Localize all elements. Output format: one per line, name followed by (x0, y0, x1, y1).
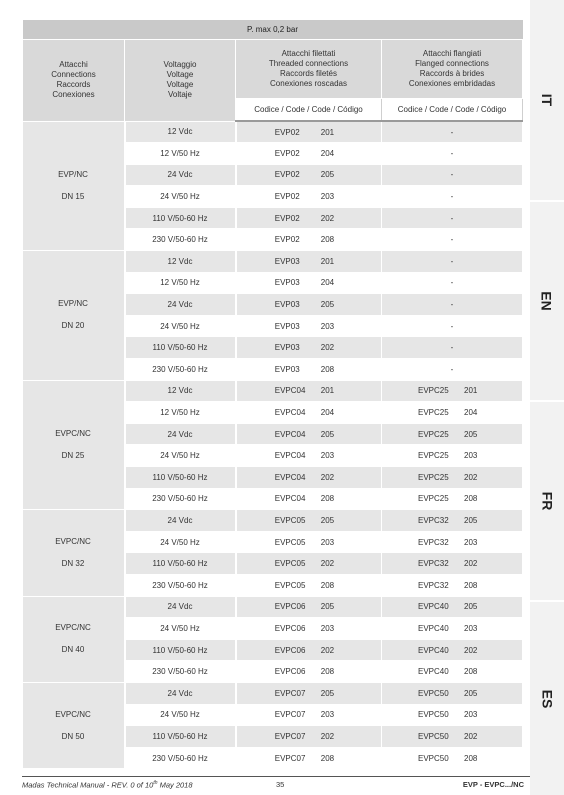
language-label-it: IT (538, 93, 555, 107)
flanged-code-suffix: 205 (464, 429, 478, 439)
table-body (23, 121, 523, 769)
flanged-code: EVPC50 (418, 753, 449, 763)
model-cell (23, 121, 125, 251)
model-cell (23, 251, 125, 381)
footer-manual-info: Madas Technical Manual - REV. 0 of 10th May 2018 (22, 780, 193, 790)
flanged-code: EVPC50 (418, 731, 449, 741)
code-header-threaded: Codice / Code / Code / Código (236, 98, 382, 121)
model-name: EVPC/NC (55, 623, 91, 633)
threaded-code-suffix: 205 (320, 688, 335, 698)
threaded-code-cell (236, 272, 382, 294)
threaded-code-cell (236, 402, 382, 424)
language-tab-fr (530, 402, 564, 600)
threaded-code-cell (236, 143, 382, 165)
footer-divider (22, 776, 530, 777)
flanged-code-cell (382, 488, 523, 510)
voltage-cell: 24 V/50 Hz (125, 618, 236, 640)
flanged-code-cell (382, 164, 523, 186)
voltage-cell: 12 V/50 Hz (125, 402, 236, 424)
threaded-code-suffix: 203 (320, 623, 335, 633)
flanged-code: EVPC32 (418, 515, 449, 525)
voltage-cell: 230 V/50-60 Hz (125, 488, 236, 510)
model-cell (23, 596, 125, 682)
voltage-cell: 24 V/50 Hz (125, 315, 236, 337)
nominal-diameter: DN 20 (61, 321, 85, 331)
voltage-cell: 12 V/50 Hz (125, 272, 236, 294)
threaded-code-cell (236, 574, 382, 596)
threaded-code-cell (236, 726, 382, 748)
threaded-code: EVP02 (274, 170, 300, 180)
threaded-code-suffix: 202 (320, 645, 335, 655)
flanged-code-cell (382, 294, 523, 316)
threaded-code: EVPC04 (274, 386, 306, 396)
flanged-code-suffix: 208 (464, 753, 478, 763)
flanged-code: EVPC32 (418, 559, 449, 569)
threaded-code: EVPC04 (274, 408, 306, 418)
table-row (23, 596, 523, 618)
threaded-code: EVPC05 (274, 537, 306, 547)
flanged-code-cell (382, 618, 523, 640)
threaded-code-suffix: 201 (320, 127, 335, 137)
flanged-not-available: - (450, 213, 454, 223)
threaded-code: EVP03 (274, 364, 300, 374)
threaded-code-cell (236, 467, 382, 489)
header-threaded: Attacchi filettati Threaded connections Raccords filetés Conexiones roscadas (236, 39, 382, 98)
threaded-code: EVPC04 (274, 451, 306, 461)
threaded-code-cell (236, 618, 382, 640)
flanged-code-cell (382, 553, 523, 575)
product-code-table (22, 20, 523, 769)
threaded-code-suffix: 203 (320, 321, 335, 331)
nominal-diameter: DN 50 (61, 731, 85, 741)
threaded-code: EVPC06 (274, 645, 306, 655)
voltage-cell: 230 V/50-60 Hz (125, 661, 236, 683)
flanged-code-suffix: 203 (464, 623, 478, 633)
flanged-code-suffix: 202 (464, 472, 478, 482)
threaded-code-suffix: 202 (320, 472, 335, 482)
flanged-code-cell (382, 596, 523, 618)
threaded-code-suffix: 205 (320, 515, 335, 525)
voltage-cell: 24 V/50 Hz (125, 445, 236, 467)
threaded-code: EVP02 (274, 213, 300, 223)
threaded-code: EVP02 (274, 192, 300, 202)
flanged-not-available: - (450, 256, 454, 266)
threaded-code-suffix: 201 (320, 386, 335, 396)
threaded-code-cell (236, 251, 382, 273)
flanged-code: EVPC40 (418, 645, 449, 655)
threaded-code-suffix: 208 (320, 580, 335, 590)
voltage-cell: 110 V/50-60 Hz (125, 639, 236, 661)
flanged-code-suffix: 204 (464, 408, 478, 418)
voltage-cell: 24 Vdc (125, 294, 236, 316)
flanged-code-cell (382, 143, 523, 165)
threaded-code: EVP03 (274, 256, 300, 266)
threaded-code-suffix: 202 (320, 731, 335, 741)
flanged-code-cell (382, 639, 523, 661)
flanged-code-suffix: 203 (464, 710, 478, 720)
flanged-code-suffix: 201 (464, 386, 478, 396)
flanged-code: EVPC40 (418, 602, 449, 612)
voltage-cell: 24 V/50 Hz (125, 531, 236, 553)
flanged-code-cell (382, 682, 523, 704)
language-sidebar (530, 0, 564, 795)
flanged-code: EVPC25 (418, 451, 449, 461)
threaded-code: EVPC04 (274, 472, 306, 482)
flanged-code-suffix: 205 (464, 515, 478, 525)
threaded-code-suffix: 202 (320, 213, 335, 223)
threaded-code-suffix: 203 (320, 192, 335, 202)
flanged-code-cell (382, 510, 523, 532)
model-name: EVPC/NC (55, 428, 91, 438)
flanged-code-cell (382, 467, 523, 489)
flanged-not-available: - (450, 127, 454, 137)
flanged-code-cell (382, 207, 523, 229)
flanged-code-suffix: 205 (464, 602, 478, 612)
threaded-code-cell (236, 359, 382, 381)
flanged-code: EVPC25 (418, 386, 449, 396)
threaded-code-suffix: 202 (320, 343, 335, 353)
flanged-code-cell (382, 531, 523, 553)
flanged-code-cell (382, 315, 523, 337)
threaded-code: EVPC07 (274, 731, 306, 741)
threaded-code-suffix: 204 (320, 148, 335, 158)
threaded-code-cell (236, 661, 382, 683)
threaded-code-suffix: 208 (320, 235, 335, 245)
threaded-code-cell (236, 229, 382, 251)
model-name: EVPC/NC (55, 709, 91, 719)
voltage-cell: 12 V/50 Hz (125, 143, 236, 165)
threaded-code: EVPC04 (274, 494, 306, 504)
threaded-code: EVP03 (274, 278, 300, 288)
threaded-code-cell (236, 207, 382, 229)
flanged-not-available: - (450, 192, 454, 202)
threaded-code-suffix: 202 (320, 559, 335, 569)
threaded-code-cell (236, 531, 382, 553)
threaded-code: EVPC07 (274, 688, 306, 698)
flanged-code-cell (382, 186, 523, 208)
flanged-code-cell (382, 704, 523, 726)
flanged-code-cell (382, 402, 523, 424)
threaded-code-suffix: 208 (320, 494, 335, 504)
table-row (23, 380, 523, 402)
flanged-code-cell (382, 661, 523, 683)
voltage-cell: 24 Vdc (125, 682, 236, 704)
flanged-code-cell (382, 747, 523, 769)
threaded-code: EVP03 (274, 321, 300, 331)
voltage-cell: 24 Vdc (125, 510, 236, 532)
threaded-code-suffix: 203 (320, 451, 335, 461)
threaded-code: EVP03 (274, 343, 300, 353)
voltage-cell: 230 V/50-60 Hz (125, 574, 236, 596)
flanged-code-cell (382, 574, 523, 596)
threaded-code-cell (236, 164, 382, 186)
voltage-cell: 110 V/50-60 Hz (125, 207, 236, 229)
flanged-code: EVPC32 (418, 580, 449, 590)
footer-product-name: EVP - EVPC.../NC (462, 780, 524, 789)
language-tab-it (530, 0, 564, 200)
table-row (23, 510, 523, 532)
threaded-code-suffix: 201 (320, 256, 335, 266)
model-name: EVP/NC (58, 169, 88, 179)
flanged-code-cell (382, 380, 523, 402)
nominal-diameter: DN 40 (61, 645, 85, 655)
flanged-code-suffix: 208 (464, 494, 478, 504)
flanged-not-available: - (450, 170, 454, 180)
threaded-code-cell (236, 747, 382, 769)
voltage-cell: 110 V/50-60 Hz (125, 726, 236, 748)
flanged-code: EVPC25 (418, 408, 449, 418)
header-attacchi: Attacchi Connections Raccords Conexiones (23, 39, 125, 121)
flanged-code: EVPC25 (418, 472, 449, 482)
voltage-cell: 110 V/50-60 Hz (125, 553, 236, 575)
threaded-code-cell (236, 186, 382, 208)
voltage-cell: 24 V/50 Hz (125, 704, 236, 726)
language-tab-es (530, 602, 564, 795)
code-header-flanged: Codice / Code / Code / Código (382, 98, 523, 121)
table-row (23, 251, 523, 273)
flanged-code: EVPC25 (418, 494, 449, 504)
threaded-code-cell (236, 639, 382, 661)
flanged-code-suffix: 202 (464, 645, 478, 655)
threaded-code-cell (236, 337, 382, 359)
threaded-code-cell (236, 553, 382, 575)
threaded-code: EVPC05 (274, 580, 306, 590)
nominal-diameter: DN 15 (61, 191, 85, 201)
voltage-cell: 24 Vdc (125, 596, 236, 618)
model-cell (23, 380, 125, 510)
flanged-code-cell (382, 445, 523, 467)
flanged-code-cell (382, 423, 523, 445)
nominal-diameter: DN 25 (61, 450, 85, 460)
threaded-code-suffix: 203 (320, 537, 335, 547)
threaded-code: EVPC06 (274, 602, 306, 612)
flanged-code-suffix: 203 (464, 451, 478, 461)
flanged-code: EVPC25 (418, 429, 449, 439)
header-voltaggio: Voltaggio Voltage Voltage Voltaje (125, 39, 236, 121)
threaded-code: EVP02 (274, 148, 300, 158)
table-title: P. max 0,2 bar (23, 20, 523, 39)
threaded-code-cell (236, 704, 382, 726)
threaded-code-cell (236, 380, 382, 402)
threaded-code-suffix: 208 (320, 364, 335, 374)
page-number: 35 (276, 780, 285, 789)
threaded-code: EVPC06 (274, 623, 306, 633)
voltage-cell: 24 Vdc (125, 164, 236, 186)
voltage-cell: 110 V/50-60 Hz (125, 467, 236, 489)
threaded-code-cell (236, 315, 382, 337)
flanged-not-available: - (450, 278, 454, 288)
threaded-code: EVPC06 (274, 667, 306, 677)
flanged-code-cell (382, 726, 523, 748)
flanged-code-cell (382, 337, 523, 359)
nominal-diameter: DN 32 (61, 558, 85, 568)
flanged-code: EVPC40 (418, 623, 449, 633)
threaded-code: EVPC05 (274, 515, 306, 525)
flanged-code-cell (382, 229, 523, 251)
flanged-not-available: - (450, 364, 454, 374)
threaded-code-suffix: 204 (320, 278, 335, 288)
threaded-code: EVPC05 (274, 559, 306, 569)
flanged-not-available: - (450, 235, 454, 245)
model-cell (23, 510, 125, 596)
flanged-code-cell (382, 121, 523, 143)
flanged-code-suffix: 208 (464, 580, 478, 590)
threaded-code-suffix: 208 (320, 753, 335, 763)
threaded-code-suffix: 205 (320, 300, 335, 310)
threaded-code-cell (236, 294, 382, 316)
threaded-code: EVP02 (274, 127, 300, 137)
voltage-cell: 230 V/50-60 Hz (125, 747, 236, 769)
flanged-code-cell (382, 251, 523, 273)
threaded-code-cell (236, 445, 382, 467)
flanged-code: EVPC50 (418, 688, 449, 698)
flanged-code-cell (382, 359, 523, 381)
flanged-not-available: - (450, 321, 454, 331)
threaded-code-suffix: 208 (320, 667, 335, 677)
threaded-code-suffix: 203 (320, 710, 335, 720)
language-label-en: EN (538, 291, 555, 311)
threaded-code-cell (236, 510, 382, 532)
threaded-code-cell (236, 423, 382, 445)
threaded-code-suffix: 205 (320, 429, 335, 439)
voltage-cell: 12 Vdc (125, 121, 236, 143)
voltage-cell: 230 V/50-60 Hz (125, 229, 236, 251)
threaded-code-suffix: 205 (320, 602, 335, 612)
threaded-code: EVPC04 (274, 429, 306, 439)
language-label-fr: FR (538, 491, 555, 511)
voltage-cell: 24 Vdc (125, 423, 236, 445)
flanged-code-cell (382, 272, 523, 294)
threaded-code-cell (236, 682, 382, 704)
threaded-code-suffix: 204 (320, 408, 335, 418)
voltage-cell: 12 Vdc (125, 380, 236, 402)
table-row (23, 682, 523, 704)
flanged-not-available: - (450, 343, 454, 353)
flanged-not-available: - (450, 148, 454, 158)
model-name: EVP/NC (58, 299, 88, 309)
flanged-code-suffix: 202 (464, 559, 478, 569)
flanged-code-suffix: 203 (464, 537, 478, 547)
threaded-code: EVPC07 (274, 753, 306, 763)
header-flanged: Attacchi flangiati Flanged connections Raccords à brides Conexiones embridadas (382, 39, 523, 98)
threaded-code: EVP02 (274, 235, 300, 245)
model-cell (23, 682, 125, 768)
flanged-not-available: - (450, 300, 454, 310)
threaded-code-cell (236, 596, 382, 618)
flanged-code: EVPC32 (418, 537, 449, 547)
flanged-code-suffix: 205 (464, 688, 478, 698)
flanged-code-suffix: 202 (464, 731, 478, 741)
threaded-code-suffix: 205 (320, 170, 335, 180)
flanged-code-suffix: 208 (464, 667, 478, 677)
threaded-code: EVPC07 (274, 710, 306, 720)
voltage-cell: 230 V/50-60 Hz (125, 359, 236, 381)
model-name: EVPC/NC (55, 536, 91, 546)
flanged-code: EVPC40 (418, 667, 449, 677)
threaded-code-cell (236, 121, 382, 143)
language-tab-en (530, 202, 564, 400)
voltage-cell: 12 Vdc (125, 251, 236, 273)
language-label-es: ES (539, 689, 555, 708)
voltage-cell: 110 V/50-60 Hz (125, 337, 236, 359)
threaded-code-cell (236, 488, 382, 510)
flanged-code: EVPC50 (418, 710, 449, 720)
threaded-code: EVP03 (274, 300, 300, 310)
table-row (23, 121, 523, 143)
voltage-cell: 24 V/50 Hz (125, 186, 236, 208)
